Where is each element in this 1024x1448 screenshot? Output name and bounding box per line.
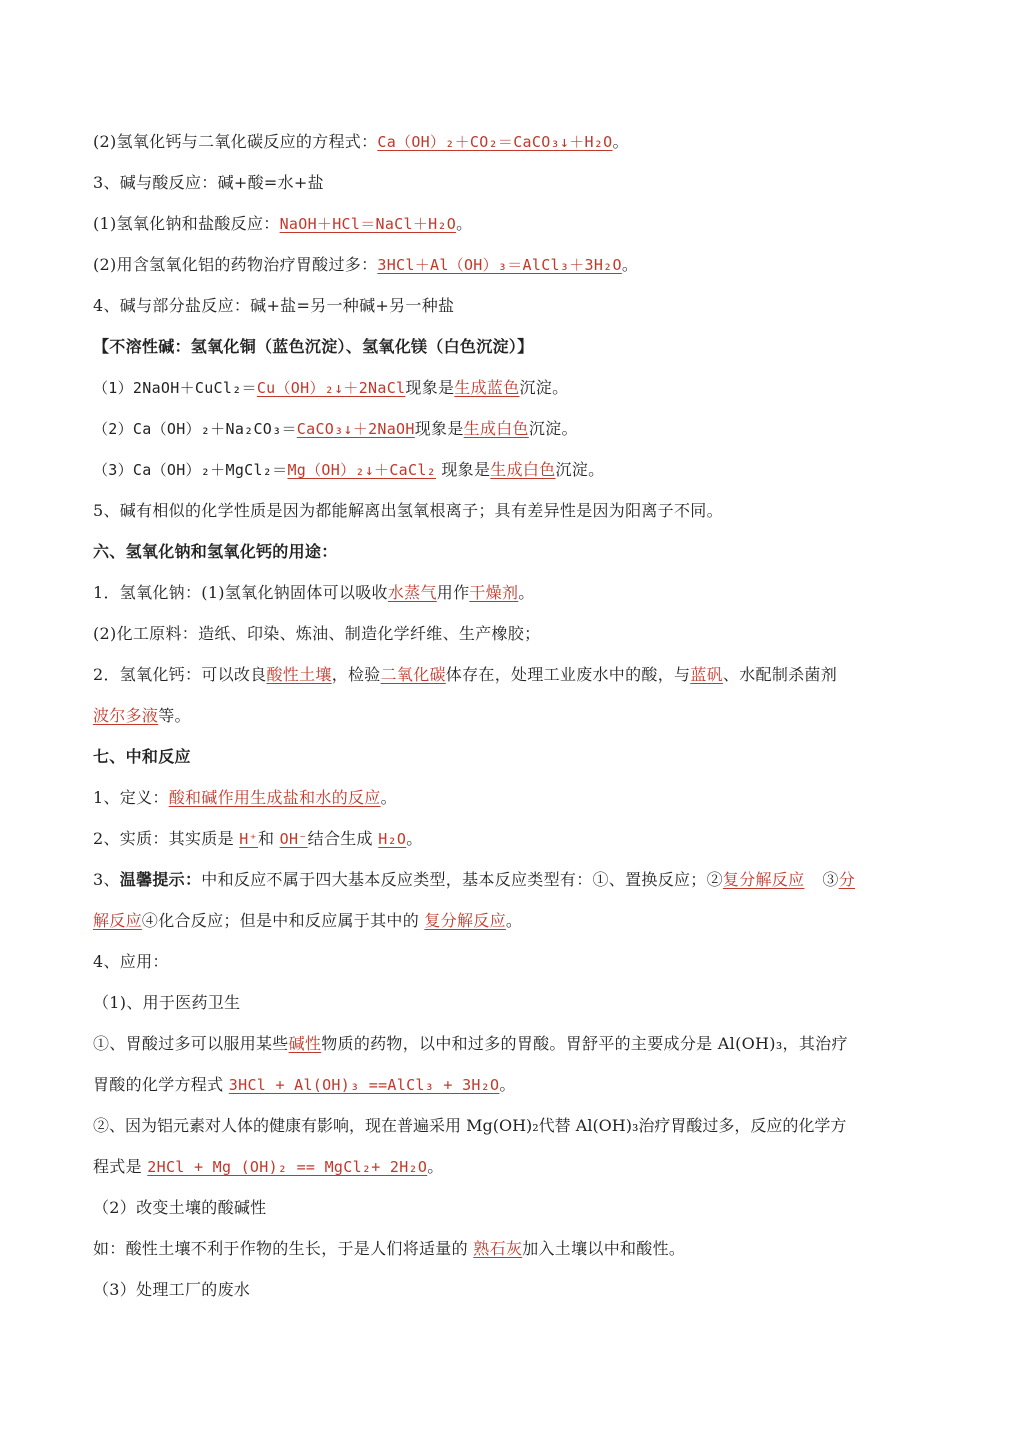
text: ②、因为铝元素对人体的健康有影响，现在普遍采用 Mg(OH)₂代替 Al(OH)₃治疗胃酸过多，反应的化学方 [93, 1116, 847, 1135]
text-line [93, 1238, 934, 1260]
text-line [93, 664, 934, 686]
text: 加入土壤以中和酸性。 [522, 1239, 686, 1258]
text-line [93, 336, 934, 358]
answer-blank: Cu（OH）₂↓＋2NaCl [256, 379, 406, 397]
text: 3、 [93, 870, 120, 889]
text-line [93, 1279, 934, 1301]
text-line [93, 705, 934, 727]
answer-blank: 分 [838, 870, 856, 889]
tip-label: 温馨提示： [119, 870, 202, 889]
text: 2．氢氧化钙：可以改良 [93, 665, 267, 684]
text: (2)用含氢氧化铝的药物治疗胃酸过多： [93, 255, 378, 274]
text: 4、碱与部分盐反应：碱+盐=另一种碱+另一种盐 [93, 296, 455, 315]
heading-text: 六、氢氧化钠和氢氧化钙的用途： [93, 542, 338, 561]
text: (1)氢氧化钠和盐酸反应： [93, 214, 280, 233]
text-line [93, 500, 934, 522]
text: 胃酸的化学方程式 [93, 1075, 229, 1094]
text: 4、应用： [93, 952, 169, 971]
answer-blank: 2HCl + Mg (OH)₂ == MgCl₂+ 2H₂O [147, 1158, 428, 1176]
text: 。 [505, 911, 523, 930]
text: ④化合反应；但是中和反应属于其中的 [141, 911, 425, 930]
answer-blank: 干燥剂 [469, 583, 519, 602]
text: （2）Ca（OH）₂＋Na₂CO₃＝ [93, 420, 297, 438]
text-line [93, 377, 934, 399]
answer-blank: 复分解反应 [424, 911, 506, 930]
text: 物质的药物，以中和过多的胃酸。胃舒平的主要成分是 Al(OH)₃，其治疗 [321, 1034, 848, 1053]
text: 。 [621, 255, 639, 274]
bracket-note: 【不溶性碱：氢氧化铜（蓝色沉淀）、氢氧化镁（白色沉淀）】 [93, 337, 534, 356]
text-line [93, 1115, 934, 1137]
text: 现象是 [414, 419, 464, 438]
text: ①、胃酸过多可以服用某些 [93, 1034, 289, 1053]
text: 1．氢氧化钠：(1)氢氧化钠固体可以吸收 [93, 583, 388, 602]
text-line [93, 295, 934, 317]
text-line [93, 131, 934, 153]
text: 。 [612, 132, 629, 151]
text-line [93, 1074, 934, 1096]
text: ，检验 [331, 665, 381, 684]
answer-blank: 酸和碱作用生成盐和水的反应 [168, 788, 381, 807]
text: 程式是 [93, 1157, 148, 1176]
answer-blank: 酸性土壤 [266, 665, 332, 684]
answer-blank: 解反应 [93, 911, 142, 930]
answer-blank: NaOH＋HCl＝NaCl＋H₂O [279, 215, 457, 233]
text-line [93, 787, 934, 809]
answer-blank [723, 870, 823, 889]
text: 3、碱与酸反应：碱+酸=水+盐 [93, 173, 324, 192]
text-line [93, 254, 934, 276]
text: （2）改变土壤的酸碱性 [93, 1198, 267, 1217]
text-line [93, 1156, 934, 1178]
text: (2)化工原料：造纸、印染、炼油、制造化学纤维、生产橡胶； [93, 624, 541, 643]
text: 。 [518, 583, 535, 602]
text: （3）处理工厂的废水 [93, 1280, 251, 1299]
text: 用作 [436, 583, 470, 602]
text: 2、实质：其实质是 [93, 829, 240, 848]
text: 结合生成 [307, 829, 379, 848]
text: 。 [380, 788, 397, 807]
text-line [93, 172, 934, 194]
heading-text: 七、中和反应 [93, 747, 191, 766]
answer-blank: OH⁻ [279, 830, 308, 848]
text: 。 [406, 829, 423, 848]
text: 沉淀。 [555, 460, 605, 479]
answer-blank: 蓝矾 [690, 665, 723, 684]
text: 、水配制杀菌剂 [722, 665, 838, 684]
text-line [93, 1033, 934, 1055]
answer-blank: 3HCl＋Al（OH）₃＝AlCl₃＋3H₂O [377, 256, 622, 274]
answer-blank: 生成白色 [463, 419, 529, 438]
text: （1)、用于医药卫生 [93, 993, 241, 1012]
answer-blank: 生成白色 [490, 460, 556, 479]
text: 。 [456, 214, 473, 233]
text: 沉淀。 [519, 378, 569, 397]
text: 中和反应不属于四大基本反应类型，基本反应类型有：①、置换反应；② [201, 870, 723, 889]
text: 。 [499, 1075, 516, 1094]
section-heading [93, 541, 934, 563]
answer-blank: CaCO₃↓＋2NaOH [296, 420, 415, 438]
text: 现象是 [405, 378, 455, 397]
text-line [93, 213, 934, 235]
text: （3）Ca（OH）₂＋MgCl₂＝ [93, 461, 288, 479]
answer-text: 复分解反应 [722, 870, 805, 889]
answer-blank: H⁺ [239, 830, 258, 848]
answer-blank: Ca（OH）₂＋CO₂＝CaCO₃↓＋H₂O [377, 133, 613, 151]
text-line [93, 951, 934, 973]
answer-blank: 3HCl + Al(OH)₃ ==AlCl₃ + 3H₂O [228, 1076, 500, 1094]
text-line [93, 418, 934, 440]
text: 等。 [158, 706, 191, 725]
text: （1）2NaOH＋CuCl₂＝ [93, 379, 257, 397]
text: 现象是 [436, 460, 491, 479]
answer-blank: 生成蓝色 [454, 378, 520, 397]
text-line [93, 869, 934, 891]
answer-blank: 二氧化碳 [380, 665, 446, 684]
answer-blank: 熟石灰 [473, 1239, 523, 1258]
text-line [93, 459, 934, 481]
answer-blank: 水蒸气 [387, 583, 437, 602]
answer-blank: Mg（OH）₂↓＋CaCl₂ [287, 461, 436, 479]
answer-blank: 波尔多液 [93, 706, 159, 725]
answer-blank: 碱性 [288, 1034, 322, 1053]
text-line [93, 992, 934, 1014]
text: 如：酸性土壤不利于作物的生长，于是人们将适量的 [93, 1239, 474, 1258]
text: (2)氢氧化钙与二氧化碳反应的方程式： [93, 132, 378, 151]
text: 体存在，处理工业废水中的酸，与 [445, 665, 691, 684]
text-line [93, 623, 934, 645]
text: 1、定义： [93, 788, 169, 807]
text-line [93, 910, 934, 932]
text: 沉淀。 [528, 419, 578, 438]
text: 。 [427, 1157, 444, 1176]
answer-blank: H₂O [378, 830, 407, 848]
text-line [93, 582, 934, 604]
text: 和 [257, 829, 280, 848]
section-heading [93, 746, 934, 768]
text: 5、碱有相似的化学性质是因为都能解离出氢氧根离子；具有差异性是因为阳离子不同。 [93, 501, 723, 520]
text-line [93, 828, 934, 850]
text: ③ [822, 870, 839, 889]
text-line [93, 1197, 934, 1219]
